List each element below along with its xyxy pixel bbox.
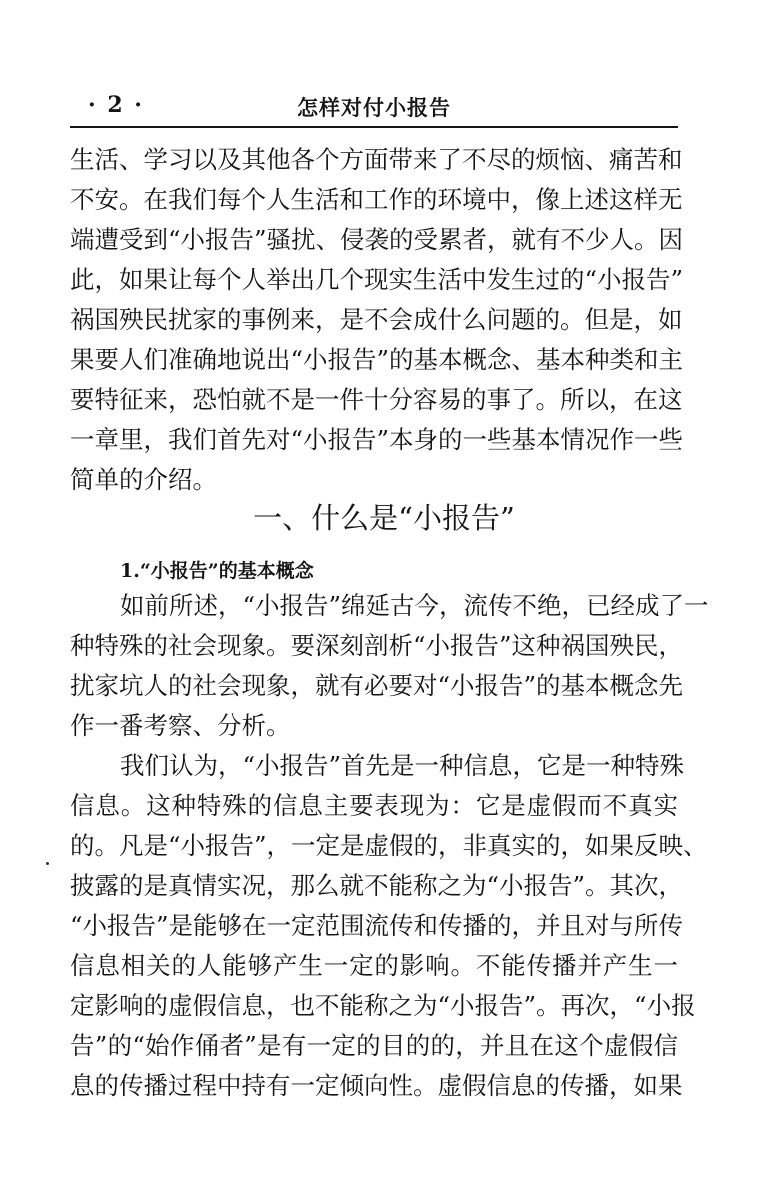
scan-speck	[46, 862, 49, 865]
text-line: 种特殊的社会现象。要深刻剖析“小报告”这种祸国殃民，	[70, 631, 684, 660]
text-line: 此，如果让每个人举出几个现实生活中发生过的“小报告”	[70, 265, 684, 294]
text-line: 果要人们准确地说出“小报告”的基本概念、基本种类和主	[70, 345, 684, 374]
text-line: 作一番考察、分析。	[70, 711, 291, 740]
page-number: · 2 ·	[88, 92, 144, 118]
text-line: 披露的是真情实况，那么就不能称之为“小报告”。其次，	[70, 871, 684, 900]
text-line: 告”的“始作俑者”是有一定的目的的，并且在这个虚假信	[70, 1031, 678, 1060]
text-line: 我们认为，“小报告”首先是一种信息，它是一种特殊	[120, 751, 685, 780]
text-line: 如前所述，“小报告”绵延古今，流传不绝，已经成了一	[120, 591, 709, 620]
running-head	[70, 92, 678, 122]
section-heading: 一、什么是“小报告”	[253, 501, 515, 535]
text-line: 简单的介绍。	[70, 465, 217, 494]
sub-heading: 1.“小报告”的基本概念	[120, 560, 314, 582]
text-line: 祸国殃民扰家的事例来，是不会成什么问题的。但是，如	[70, 305, 683, 334]
text-line: 要特征来，恐怕就不是一件十分容易的事了。所以，在这	[70, 385, 683, 414]
running-title: 怎样对付小报告	[297, 95, 451, 120]
text-line: 端遭受到“小报告”骚扰、侵袭的受累者，就有不少人。因	[70, 225, 684, 254]
text-line: 信息相关的人能够产生一定的影响。不能传播并产生一	[70, 951, 678, 980]
text-line: 生活、学习以及其他各个方面带来了不尽的烦恼、痛苦和	[70, 145, 683, 174]
text-line: 不安。在我们每个人生活和工作的环境中，像上述这样无	[70, 185, 683, 214]
text-line: 扰家坑人的社会现象，就有必要对“小报告”的基本概念先	[70, 671, 684, 700]
text-line: 一章里，我们首先对“小报告”本身的一些基本情况作一些	[70, 425, 684, 454]
text-line: 定影响的虚假信息，也不能称之为“小报告”。再次，“小报	[70, 991, 696, 1020]
text-line: “小报告”是能够在一定范围流传和传播的，并且对与所传	[70, 911, 684, 940]
header-rule	[70, 126, 678, 128]
text-line: 的。凡是“小报告”，一定是虚假的，非真实的，如果反映、	[70, 831, 708, 860]
text-line: 信息。这种特殊的信息主要表现为：它是虚假而不真实	[70, 791, 678, 820]
text-line: 息的传播过程中持有一定倾向性。虚假信息的传播，如果	[70, 1071, 683, 1100]
